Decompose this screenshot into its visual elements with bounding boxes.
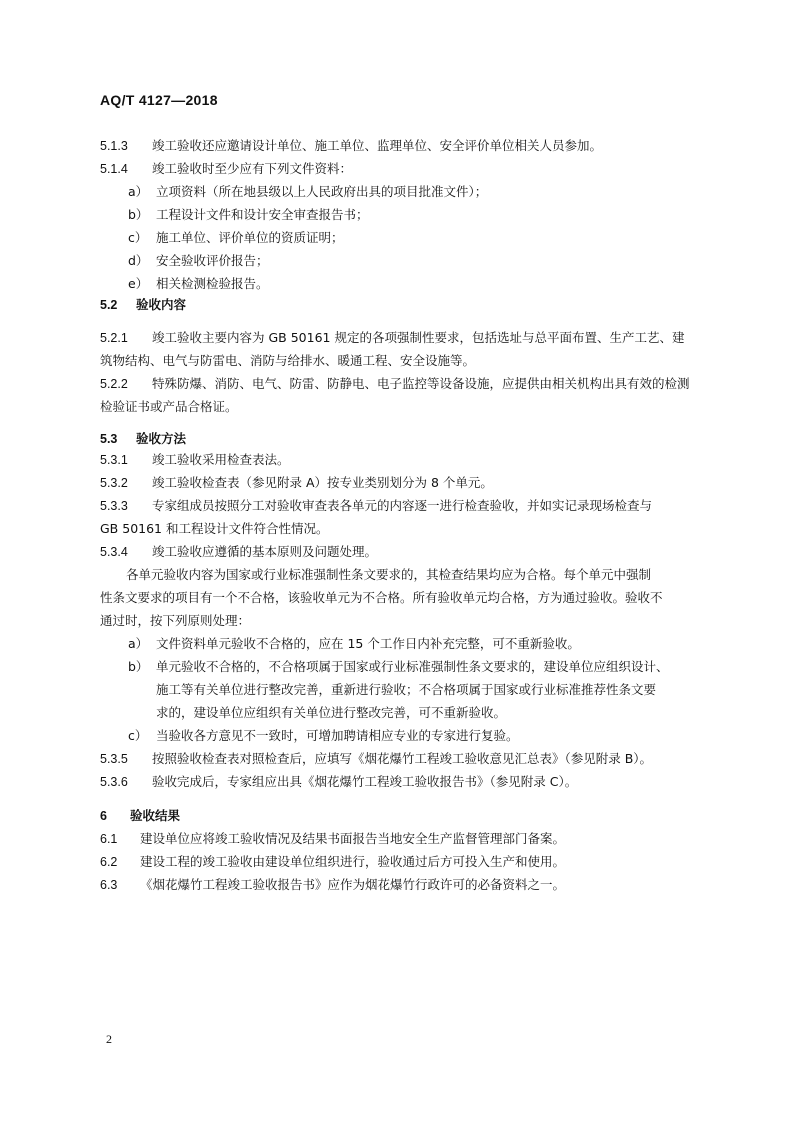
text-line [100,352,475,370]
line-text: 通过时，按下列原则处理： [100,613,251,628]
line-text: 求的，建设单位应组织有关单位进行整改完善，可不重新验收。 [156,705,507,720]
section-heading [100,807,180,825]
section-number: 6 [100,809,107,823]
text-line [126,566,651,584]
clause-number: 5.3.1 [100,453,128,467]
clause-number: 5.1.3 [100,139,128,153]
text-line [100,773,577,791]
line-text: 筑物结构、电气与防雷电、消防与给排水、暖通工程、安全设施等。 [100,353,476,368]
clause-number: 6.2 [100,855,118,869]
text-line [128,658,669,676]
line-text: 《烟花爆竹工程竣工验收报告书》应作为烟花爆竹行政许可的必备资料之一。 [140,877,566,892]
page-number: 2 [106,1032,112,1046]
line-text: 施工等有关单位进行整改完善，重新进行验收；不合格项属于国家或行业标准推荐性条文要 [156,682,657,697]
list-item-label: c） [128,230,148,245]
text-line [156,704,506,722]
line-text: 检验证书或产品合格证。 [100,399,238,414]
text-line [100,543,377,561]
text-line [156,681,656,699]
clause-number: 5.3.5 [100,752,128,766]
section-number: 5.2 [100,298,118,312]
line-text: 竣工验收时至少应有下列文件资料： [152,161,353,176]
text-line [100,589,663,607]
line-text: 竣工验收检查表（参见附录 A）按专业类别划分为 8 个单元。 [152,475,493,490]
line-text: 立项资料（所在地县级以上人民政府出具的项目批准文件）； [156,184,488,199]
text-line [100,497,652,515]
section-title: 验收方法 [136,431,187,446]
text-line [100,398,238,416]
line-text: 竣工验收还应邀请设计单位、施工单位、监理单位、安全评价单位相关人员参加。 [152,138,603,153]
line-text: 各单元验收内容为国家或行业标准强制性条文要求的，其检查结果均应为合格。每个单元中强制 [126,567,652,582]
text-line [100,750,652,768]
section-title: 验收内容 [136,297,187,312]
list-item-label: a） [128,636,149,651]
section-heading [100,296,186,314]
standard-code-header: AQ/T 4127—2018 [100,92,218,108]
text-line [100,876,565,894]
line-text: 专家组成员按照分工对验收审查表各单元的内容逐一进行检查验收，并如实记录现场检查与 [152,498,653,513]
text-line [100,830,565,848]
list-item-label: d） [128,253,149,268]
list-item-label: b） [128,659,149,674]
line-text: 验收完成后，专家组应出具《烟花爆竹工程竣工验收报告书》（参见附录 C）。 [152,774,578,789]
line-text: 建设单位应将竣工验收情况及结果书面报告当地安全生产监督管理部门备案。 [140,831,566,846]
list-item-label: c） [128,728,148,743]
text-line [128,229,344,247]
text-line [100,451,290,469]
line-text: 特殊防爆、消防、电气、防雷、防静电、电子监控等设备设施，应提供由相关机构出具有效的检测 [152,376,690,391]
text-line [100,137,602,155]
line-text: GB 50161 和工程设计文件符合性情况。 [100,521,329,536]
list-item-label: e） [128,276,149,291]
line-text: 性条文要求的项目有一个不合格，该验收单元为不合格。所有验收单元均合格，方为通过验收。验收不 [100,590,663,605]
line-text: 按照验收检查表对照检查后，应填写《烟花爆竹工程竣工验收意见汇总表》（参见附录 B）。 [152,751,653,766]
text-line [128,727,519,745]
clause-number: 5.1.4 [100,162,128,176]
line-text: 建设工程的竣工验收由建设单位组织进行，验收通过后方可投入生产和使用。 [140,854,566,869]
list-item-label: b） [128,207,149,222]
text-line [128,183,487,201]
text-line [128,275,269,293]
clause-number: 5.2.1 [100,331,128,345]
list-item-label: a） [128,184,149,199]
text-line [100,612,250,630]
text-line [100,375,690,393]
text-line [128,635,580,653]
text-line [100,853,565,871]
section-heading [100,430,186,448]
text-line [100,329,684,347]
line-text: 竣工验收应遵循的基本原则及问题处理。 [152,544,378,559]
text-line [128,252,269,270]
line-text: 文件资料单元验收不合格的，应在 15 个工作日内补充完整，可不重新验收。 [156,636,580,651]
clause-number: 5.3.2 [100,476,128,490]
text-line [100,160,352,178]
clause-number: 6.3 [100,878,118,892]
line-text: 竣工验收采用检查表法。 [152,452,290,467]
clause-number: 5.3.3 [100,499,128,513]
clause-number: 6.1 [100,832,118,846]
line-text: 相关检测检验报告。 [156,276,269,291]
line-text: 竣工验收主要内容为 GB 50161 规定的各项强制性要求，包括选址与总平面布置、生产工艺、建 [152,330,685,345]
section-title: 验收结果 [130,808,181,823]
line-text: 安全验收评价报告； [156,253,269,268]
clause-number: 5.3.6 [100,775,128,789]
section-number: 5.3 [100,432,118,446]
line-text: 当验收各方意见不一致时，可增加聘请相应专业的专家进行复验。 [156,728,519,743]
line-text: 工程设计文件和设计安全审查报告书； [156,207,369,222]
text-line [128,206,369,224]
line-text: 施工单位、评价单位的资质证明； [156,230,344,245]
clause-number: 5.2.2 [100,377,128,391]
text-line [100,520,328,538]
line-text: 单元验收不合格的，不合格项属于国家或行业标准强制性条文要求的，建设单位应组织设计、 [156,659,669,674]
text-line [100,474,493,492]
clause-number: 5.3.4 [100,545,128,559]
